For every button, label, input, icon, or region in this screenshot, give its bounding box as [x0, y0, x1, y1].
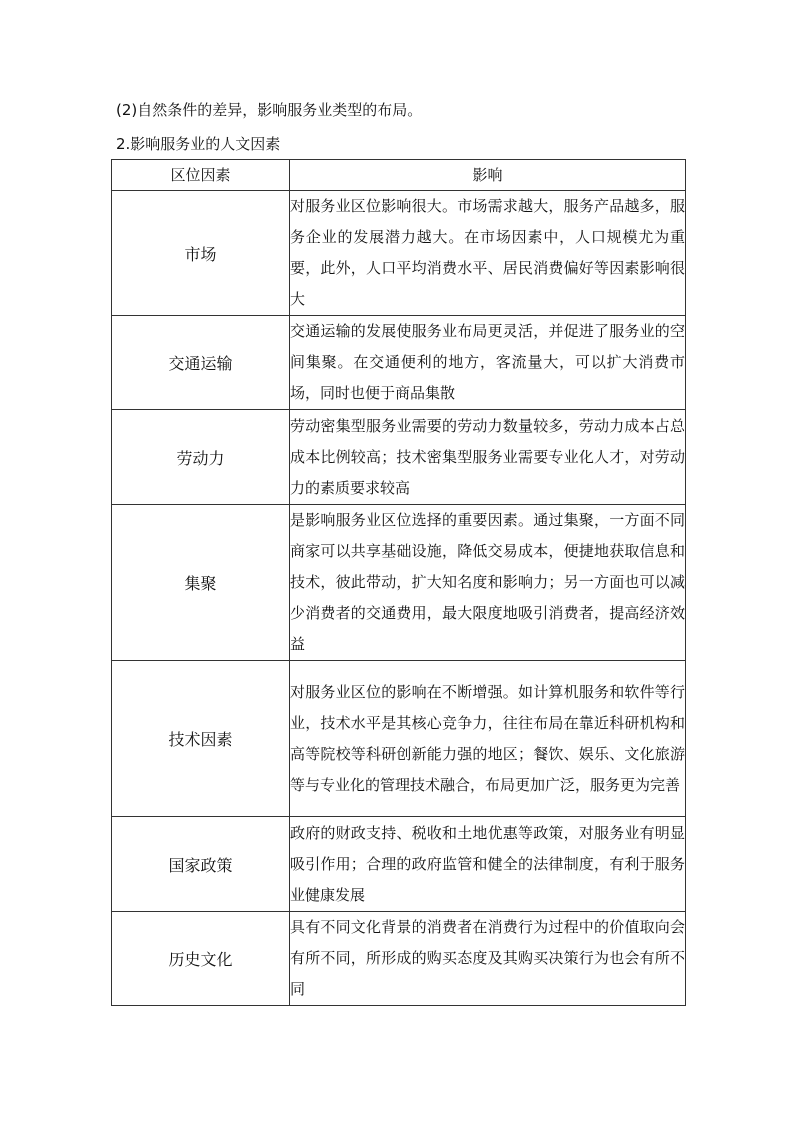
impact-cell: 对服务业区位的影响在不断增强。如计算机服务和软件等行业，技术水平是其核心竞争力，往往布局在靠近科研机构和高等院校等科研创新能力强的地区；餐饮、娱乐、文化旅游等与专业化的管理技术融合，布局更加广泛，服务更为完善 [290, 661, 686, 817]
impact-cell: 对服务业区位影响很大。市场需求越大，服务产品越多，服务企业的发展潜力越大。在市场因素中，人口规模尤为重要，此外，人口平均消费水平、居民消费偏好等因素影响很大 [290, 191, 686, 316]
human-factors-table [111, 159, 686, 1006]
table-row [112, 505, 686, 661]
impact-cell: 劳动密集型服务业需要的劳动力数量较多，劳动力成本占总成本比例较高；技术密集型服务业需要专业化人才，对劳动力的素质要求较高 [290, 410, 686, 505]
factor-cell: 历史文化 [112, 912, 290, 1006]
factor-cell: 技术因素 [112, 661, 290, 817]
impact-cell: 是影响服务业区位选择的重要因素。通过集聚，一方面不同商家可以共享基础设施，降低交易成本，便捷地获取信息和技术，彼此带动，扩大知名度和影响力；另一方面也可以减少消费者的交通费用，最大限度地吸引消费者，提高经济效益 [290, 505, 686, 661]
table-header-row [112, 160, 686, 191]
table-row [112, 316, 686, 410]
table-row [112, 661, 686, 817]
impact-cell: 交通运输的发展使服务业布局更灵活，并促进了服务业的空间集聚。在交通便利的地方，客流量大，可以扩大消费市场，同时也便于商品集散 [290, 316, 686, 410]
paragraph-natural-conditions: (2)自然条件的差异，影响服务业类型的布局。 [116, 101, 423, 119]
factor-cell: 国家政策 [112, 817, 290, 912]
factor-cell: 集聚 [112, 505, 290, 661]
factor-cell: 交通运输 [112, 316, 290, 410]
section-heading-human-factors: 2.影响服务业的人文因素 [116, 135, 281, 153]
table-row [112, 817, 686, 912]
impact-cell: 政府的财政支持、税收和土地优惠等政策，对服务业有明显吸引作用；合理的政府监管和健全的法律制度，有利于服务业健康发展 [290, 817, 686, 912]
header-location-factor: 区位因素 [112, 160, 290, 191]
table-row [112, 191, 686, 316]
factor-cell: 市场 [112, 191, 290, 316]
table-row [112, 912, 686, 1006]
impact-cell: 具有不同文化背景的消费者在消费行为过程中的价值取向会有所不同，所形成的购买态度及其购买决策行为也会有所不同 [290, 912, 686, 1006]
table-row [112, 410, 686, 505]
header-impact: 影响 [290, 160, 686, 191]
factor-cell: 劳动力 [112, 410, 290, 505]
